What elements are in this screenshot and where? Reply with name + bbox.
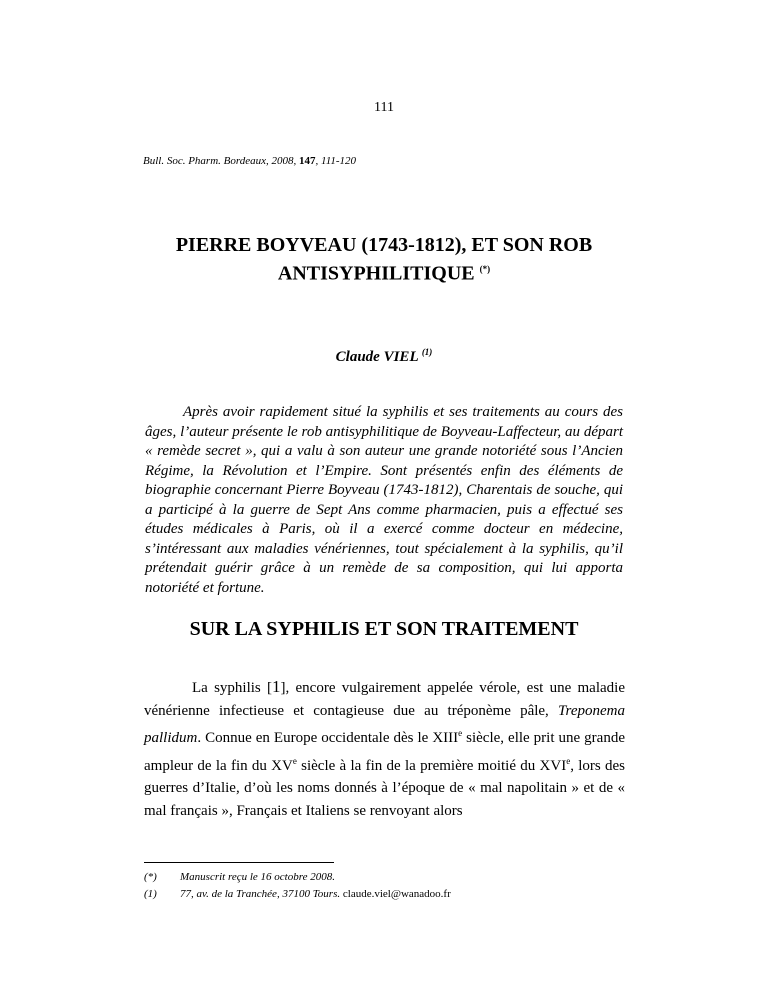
title-footnote-mark: (*): [479, 264, 491, 274]
body-text-2: ], encore vulgairement appelée vérole, est une maladie vénérienne infectieuse et contagieuse due au tréponème pâle,: [144, 680, 625, 719]
citation-year: , 2008,: [266, 155, 300, 167]
superscript-e: e: [566, 755, 571, 766]
title-line2: ANTISYPHILITIQUE: [277, 262, 475, 285]
abstract: Après avoir rapidement situé la syphilis et ses traitements au cours des âges, l’auteur présente le rob antisyphilitique de Boyveau-Laffecteur, au départ « remède secret », qui a valu à son auteur une grande notoriété sous l’Ancien Régime, la Révolution et l’Empire. Sont présentés enfin des éléments de biographie concernant Pierre Boyveau (1743-1812), Charentais de souche, qui a participé à la guerre de Sept Ans comme pharmacien, puis a effectué ses études médicales à Paris, où il a exercé comme docteur en médecine, s’intéressant aux maladies vénériennes, tout spécialement à la syphilis, qu’il prétendait guérir grâce à un remède de sa composition, qui lui apporta notoriété et fortune.: [145, 404, 623, 596]
body-text-6: , lors des guerres d’Italie, d’où les noms donnés à l’époque de « mal napolitain » et de « mal français », Français et Italiens se renvoyant alors: [144, 757, 626, 819]
superscript-e: e: [458, 728, 463, 738]
body-text-5: siècle à la fin de la première moitié du XVI: [296, 757, 567, 774]
body-paragraph: [144, 676, 625, 822]
footnote-divider: [144, 862, 334, 863]
citation: [143, 155, 356, 167]
section-heading: SUR LA SYPHILIS ET SON TRAITEMENT: [189, 618, 579, 640]
superscript-e: e: [292, 755, 297, 766]
citation-pages: , 111-120: [315, 155, 357, 167]
footnote-mark: (1): [144, 888, 157, 900]
journal-name: Bull. Soc. Pharm. Bordeaux: [143, 155, 267, 167]
body-text-1: La syphilis [: [192, 680, 273, 696]
footnote-received: [144, 871, 625, 883]
footnote-text: Manuscrit reçu le 16 octobre 2008.: [180, 871, 335, 883]
footnote-address: [144, 888, 625, 900]
body-text-4: siècle, elle prit une grande ampleur de la fin du XV: [144, 730, 625, 774]
species-name: Treponema pallidum: [144, 702, 625, 746]
footnote-mark: (*): [144, 871, 157, 883]
citation-volume: 147: [299, 155, 316, 167]
author: [0, 347, 768, 366]
page-number: 111: [374, 100, 394, 115]
author-footnote-mark: (1): [421, 347, 433, 357]
footnote-text: 77, av. de la Tranchée, 37100 Tours.: [180, 888, 341, 900]
author-name: Claude VIEL: [335, 349, 419, 365]
email-link[interactable]: claude.viel@wanadoo.fr: [342, 888, 451, 900]
article-title: [120, 233, 648, 286]
title-line1: PIERRE BOYVEAU (1743-1812), ET SON ROB: [175, 234, 593, 256]
body-text-3: . Connue en Europe occidentale dès le XIII: [197, 730, 459, 746]
reference-number: 1: [272, 677, 281, 696]
